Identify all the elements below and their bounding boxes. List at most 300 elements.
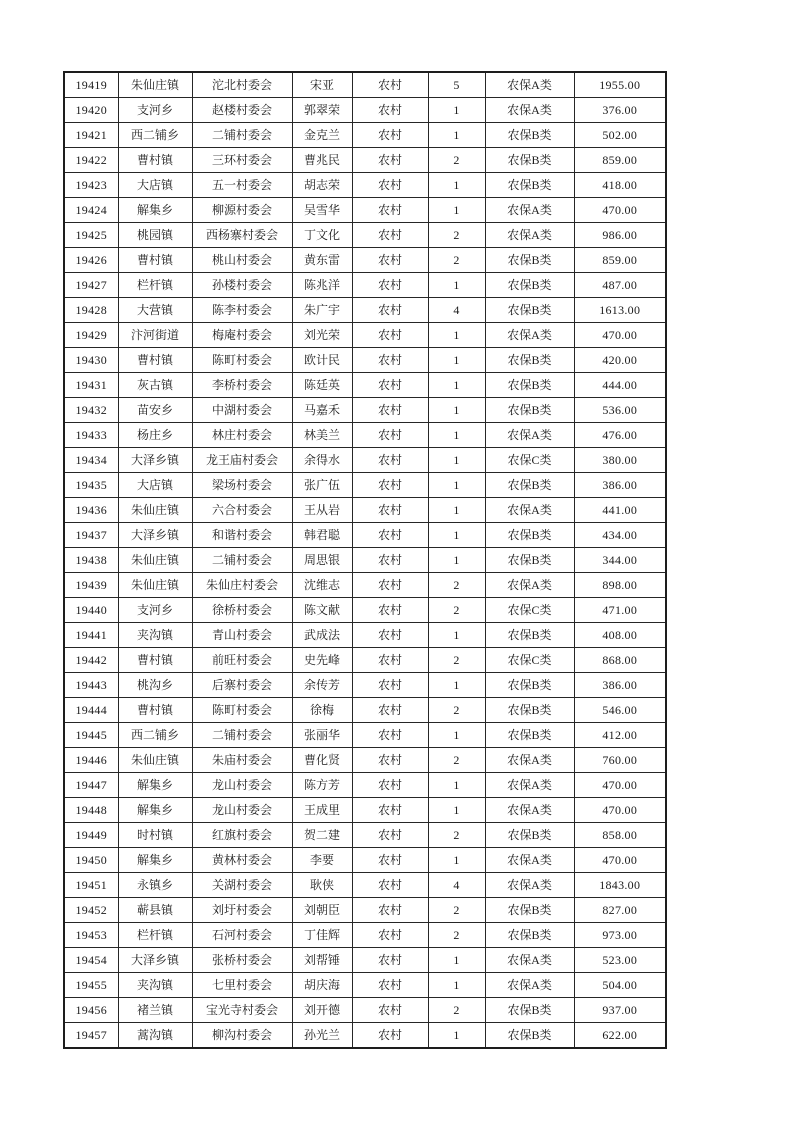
cell-town: 苗安乡	[118, 398, 192, 423]
cell-insurance_category: 农保B类	[485, 698, 574, 723]
cell-insurance_category: 农保B类	[485, 348, 574, 373]
cell-town: 杨庄乡	[118, 423, 192, 448]
table-row	[64, 72, 666, 98]
cell-insurance_category: 农保B类	[485, 148, 574, 173]
cell-village_committee: 朱仙庄村委会	[192, 573, 292, 598]
cell-insurance_category: 农保B类	[485, 298, 574, 323]
cell-village_committee: 赵楼村委会	[192, 98, 292, 123]
table-row	[64, 173, 666, 198]
cell-person_count: 2	[428, 748, 485, 773]
cell-household_type: 农村	[352, 523, 428, 548]
cell-person_count: 2	[428, 223, 485, 248]
table-row	[64, 573, 666, 598]
cell-household_type: 农村	[352, 448, 428, 473]
cell-household_type: 农村	[352, 573, 428, 598]
cell-record_no: 19436	[64, 498, 118, 523]
cell-person_count: 1	[428, 98, 485, 123]
cell-person_count: 1	[428, 173, 485, 198]
cell-amount: 937.00	[574, 998, 666, 1023]
cell-insurance_category: 农保A类	[485, 198, 574, 223]
cell-household_type: 农村	[352, 848, 428, 873]
cell-village_committee: 梁场村委会	[192, 473, 292, 498]
cell-household_type: 农村	[352, 498, 428, 523]
cell-insurance_category: 农保B类	[485, 548, 574, 573]
cell-person_name: 刘开德	[292, 998, 352, 1023]
cell-record_no: 19443	[64, 673, 118, 698]
cell-village_committee: 黄林村委会	[192, 848, 292, 873]
cell-person_name: 吴雪华	[292, 198, 352, 223]
cell-insurance_category: 农保B类	[485, 473, 574, 498]
cell-person_count: 2	[428, 698, 485, 723]
cell-town: 夹沟镇	[118, 623, 192, 648]
table-row	[64, 998, 666, 1023]
cell-town: 曹村镇	[118, 348, 192, 373]
cell-household_type: 农村	[352, 623, 428, 648]
cell-insurance_category: 农保A类	[485, 498, 574, 523]
cell-town: 支河乡	[118, 598, 192, 623]
cell-village_committee: 沱北村委会	[192, 72, 292, 98]
table-row	[64, 823, 666, 848]
cell-person_name: 余得水	[292, 448, 352, 473]
cell-town: 大店镇	[118, 473, 192, 498]
cell-insurance_category: 农保B类	[485, 898, 574, 923]
table-row	[64, 723, 666, 748]
cell-town: 栏杆镇	[118, 923, 192, 948]
cell-insurance_category: 农保B类	[485, 923, 574, 948]
table-row	[64, 348, 666, 373]
cell-amount: 1955.00	[574, 72, 666, 98]
cell-amount: 470.00	[574, 323, 666, 348]
cell-insurance_category: 农保B类	[485, 998, 574, 1023]
cell-record_no: 19419	[64, 72, 118, 98]
cell-amount: 487.00	[574, 273, 666, 298]
cell-person_count: 5	[428, 72, 485, 98]
cell-household_type: 农村	[352, 123, 428, 148]
cell-household_type: 农村	[352, 873, 428, 898]
cell-record_no: 19421	[64, 123, 118, 148]
cell-person_name: 刘光荣	[292, 323, 352, 348]
cell-town: 桃沟乡	[118, 673, 192, 698]
cell-village_committee: 三环村委会	[192, 148, 292, 173]
table-row	[64, 273, 666, 298]
cell-person_name: 王从岩	[292, 498, 352, 523]
cell-record_no: 19441	[64, 623, 118, 648]
cell-person_name: 黄东雷	[292, 248, 352, 273]
cell-insurance_category: 农保B类	[485, 823, 574, 848]
cell-village_committee: 关湖村委会	[192, 873, 292, 898]
table-row	[64, 523, 666, 548]
cell-town: 西二铺乡	[118, 123, 192, 148]
table-row	[64, 198, 666, 223]
cell-person_count: 2	[428, 598, 485, 623]
table-row	[64, 898, 666, 923]
cell-person_count: 1	[428, 848, 485, 873]
cell-amount: 412.00	[574, 723, 666, 748]
cell-person_count: 1	[428, 348, 485, 373]
cell-person_count: 1	[428, 548, 485, 573]
cell-town: 大泽乡镇	[118, 948, 192, 973]
cell-amount: 536.00	[574, 398, 666, 423]
cell-person_name: 沈维志	[292, 573, 352, 598]
cell-insurance_category: 农保C类	[485, 648, 574, 673]
cell-village_committee: 七里村委会	[192, 973, 292, 998]
cell-amount: 386.00	[574, 473, 666, 498]
cell-person_name: 朱广宇	[292, 298, 352, 323]
cell-amount: 376.00	[574, 98, 666, 123]
cell-household_type: 农村	[352, 648, 428, 673]
cell-household_type: 农村	[352, 298, 428, 323]
table-row	[64, 673, 666, 698]
cell-town: 朱仙庄镇	[118, 498, 192, 523]
table-row	[64, 1023, 666, 1049]
cell-household_type: 农村	[352, 998, 428, 1023]
cell-record_no: 19456	[64, 998, 118, 1023]
cell-person_count: 4	[428, 298, 485, 323]
cell-record_no: 19451	[64, 873, 118, 898]
cell-household_type: 农村	[352, 823, 428, 848]
table-row	[64, 698, 666, 723]
cell-insurance_category: 农保B类	[485, 173, 574, 198]
table-row	[64, 873, 666, 898]
table-row	[64, 548, 666, 573]
cell-village_committee: 石河村委会	[192, 923, 292, 948]
cell-household_type: 农村	[352, 698, 428, 723]
cell-household_type: 农村	[352, 248, 428, 273]
cell-town: 解集乡	[118, 848, 192, 873]
table-row	[64, 798, 666, 823]
cell-record_no: 19449	[64, 823, 118, 848]
table-row	[64, 148, 666, 173]
cell-person_name: 武成法	[292, 623, 352, 648]
cell-insurance_category: 农保A类	[485, 72, 574, 98]
cell-household_type: 农村	[352, 72, 428, 98]
table-row	[64, 848, 666, 873]
cell-insurance_category: 农保C类	[485, 598, 574, 623]
cell-person_name: 刘帮锤	[292, 948, 352, 973]
cell-record_no: 19457	[64, 1023, 118, 1049]
cell-amount: 827.00	[574, 898, 666, 923]
cell-amount: 470.00	[574, 198, 666, 223]
cell-household_type: 农村	[352, 473, 428, 498]
cell-town: 栏杆镇	[118, 273, 192, 298]
cell-person_name: 史先峰	[292, 648, 352, 673]
cell-household_type: 农村	[352, 1023, 428, 1049]
cell-record_no: 19445	[64, 723, 118, 748]
cell-household_type: 农村	[352, 948, 428, 973]
cell-record_no: 19453	[64, 923, 118, 948]
cell-household_type: 农村	[352, 923, 428, 948]
cell-village_committee: 孙楼村委会	[192, 273, 292, 298]
cell-person_name: 丁文化	[292, 223, 352, 248]
cell-insurance_category: 农保B类	[485, 398, 574, 423]
cell-record_no: 19429	[64, 323, 118, 348]
cell-person_count: 4	[428, 873, 485, 898]
cell-insurance_category: 农保B类	[485, 1023, 574, 1049]
cell-person_count: 1	[428, 123, 485, 148]
cell-amount: 418.00	[574, 173, 666, 198]
cell-insurance_category: 农保B类	[485, 673, 574, 698]
cell-insurance_category: 农保B类	[485, 623, 574, 648]
cell-village_committee: 刘圩村委会	[192, 898, 292, 923]
cell-amount: 986.00	[574, 223, 666, 248]
cell-town: 时村镇	[118, 823, 192, 848]
cell-household_type: 农村	[352, 423, 428, 448]
cell-amount: 470.00	[574, 848, 666, 873]
cell-household_type: 农村	[352, 898, 428, 923]
cell-town: 朱仙庄镇	[118, 72, 192, 98]
cell-village_committee: 梅庵村委会	[192, 323, 292, 348]
cell-insurance_category: 农保A类	[485, 323, 574, 348]
cell-village_committee: 中湖村委会	[192, 398, 292, 423]
cell-person_count: 2	[428, 998, 485, 1023]
cell-village_committee: 柳沟村委会	[192, 1023, 292, 1049]
cell-amount: 471.00	[574, 598, 666, 623]
table-row	[64, 973, 666, 998]
cell-person_count: 2	[428, 898, 485, 923]
cell-insurance_category: 农保B类	[485, 273, 574, 298]
cell-record_no: 19440	[64, 598, 118, 623]
cell-insurance_category: 农保B类	[485, 723, 574, 748]
cell-town: 朱仙庄镇	[118, 573, 192, 598]
cell-person_name: 刘朝臣	[292, 898, 352, 923]
cell-village_committee: 李桥村委会	[192, 373, 292, 398]
cell-record_no: 19420	[64, 98, 118, 123]
cell-town: 朱仙庄镇	[118, 548, 192, 573]
cell-person_name: 张丽华	[292, 723, 352, 748]
cell-person_count: 2	[428, 148, 485, 173]
cell-person_name: 徐梅	[292, 698, 352, 723]
table-row	[64, 298, 666, 323]
cell-amount: 470.00	[574, 773, 666, 798]
cell-person_name: 陈文献	[292, 598, 352, 623]
cell-village_committee: 张桥村委会	[192, 948, 292, 973]
cell-record_no: 19423	[64, 173, 118, 198]
table-row	[64, 323, 666, 348]
cell-person_count: 1	[428, 623, 485, 648]
cell-person_count: 1	[428, 723, 485, 748]
cell-person_name: 曹兆民	[292, 148, 352, 173]
cell-person_count: 1	[428, 398, 485, 423]
cell-person_count: 2	[428, 648, 485, 673]
cell-town: 曹村镇	[118, 248, 192, 273]
cell-amount: 622.00	[574, 1023, 666, 1049]
cell-village_committee: 柳源村委会	[192, 198, 292, 223]
cell-household_type: 农村	[352, 748, 428, 773]
cell-town: 大泽乡镇	[118, 523, 192, 548]
cell-insurance_category: 农保A类	[485, 573, 574, 598]
cell-household_type: 农村	[352, 173, 428, 198]
cell-amount: 380.00	[574, 448, 666, 473]
table-row	[64, 923, 666, 948]
cell-amount: 1843.00	[574, 873, 666, 898]
cell-household_type: 农村	[352, 548, 428, 573]
cell-amount: 523.00	[574, 948, 666, 973]
cell-insurance_category: 农保A类	[485, 798, 574, 823]
cell-amount: 408.00	[574, 623, 666, 648]
cell-amount: 898.00	[574, 573, 666, 598]
cell-person_name: 马嘉禾	[292, 398, 352, 423]
cell-town: 褚兰镇	[118, 998, 192, 1023]
cell-village_committee: 西杨寨村委会	[192, 223, 292, 248]
cell-person_name: 孙光兰	[292, 1023, 352, 1049]
cell-person_name: 宋亚	[292, 72, 352, 98]
cell-insurance_category: 农保A类	[485, 748, 574, 773]
cell-amount: 546.00	[574, 698, 666, 723]
cell-person_count: 2	[428, 923, 485, 948]
cell-record_no: 19427	[64, 273, 118, 298]
cell-amount: 760.00	[574, 748, 666, 773]
cell-record_no: 19422	[64, 148, 118, 173]
cell-person_name: 曹化贤	[292, 748, 352, 773]
cell-town: 曹村镇	[118, 148, 192, 173]
cell-amount: 859.00	[574, 148, 666, 173]
cell-amount: 973.00	[574, 923, 666, 948]
insurance-roster-table	[63, 71, 667, 1049]
cell-amount: 441.00	[574, 498, 666, 523]
cell-person_count: 2	[428, 248, 485, 273]
cell-person_name: 胡志荣	[292, 173, 352, 198]
cell-person_count: 1	[428, 498, 485, 523]
table-body	[64, 72, 666, 1048]
cell-village_committee: 青山村委会	[192, 623, 292, 648]
cell-record_no: 19452	[64, 898, 118, 923]
cell-village_committee: 后寨村委会	[192, 673, 292, 698]
cell-person_name: 韩君聪	[292, 523, 352, 548]
cell-person_count: 2	[428, 823, 485, 848]
cell-household_type: 农村	[352, 373, 428, 398]
cell-household_type: 农村	[352, 773, 428, 798]
table-row	[64, 498, 666, 523]
cell-town: 夹沟镇	[118, 973, 192, 998]
cell-person_count: 2	[428, 573, 485, 598]
cell-amount: 504.00	[574, 973, 666, 998]
cell-insurance_category: 农保A类	[485, 948, 574, 973]
table-row	[64, 598, 666, 623]
cell-town: 大店镇	[118, 173, 192, 198]
cell-insurance_category: 农保A类	[485, 848, 574, 873]
cell-record_no: 19438	[64, 548, 118, 573]
cell-household_type: 农村	[352, 398, 428, 423]
cell-person_name: 林美兰	[292, 423, 352, 448]
cell-household_type: 农村	[352, 723, 428, 748]
cell-town: 灰古镇	[118, 373, 192, 398]
cell-town: 解集乡	[118, 198, 192, 223]
cell-insurance_category: 农保B类	[485, 523, 574, 548]
cell-town: 大营镇	[118, 298, 192, 323]
cell-person_name: 丁佳辉	[292, 923, 352, 948]
table-row	[64, 948, 666, 973]
cell-record_no: 19425	[64, 223, 118, 248]
cell-person_count: 1	[428, 473, 485, 498]
cell-town: 西二铺乡	[118, 723, 192, 748]
cell-amount: 420.00	[574, 348, 666, 373]
cell-amount: 386.00	[574, 673, 666, 698]
cell-amount: 1613.00	[574, 298, 666, 323]
cell-person_name: 张广伍	[292, 473, 352, 498]
cell-amount: 444.00	[574, 373, 666, 398]
cell-record_no: 19433	[64, 423, 118, 448]
table-row	[64, 373, 666, 398]
cell-amount: 344.00	[574, 548, 666, 573]
cell-person_count: 1	[428, 198, 485, 223]
cell-household_type: 农村	[352, 798, 428, 823]
cell-insurance_category: 农保B类	[485, 123, 574, 148]
cell-village_committee: 林庄村委会	[192, 423, 292, 448]
cell-record_no: 19424	[64, 198, 118, 223]
cell-amount: 858.00	[574, 823, 666, 848]
cell-household_type: 农村	[352, 148, 428, 173]
cell-person_count: 1	[428, 948, 485, 973]
cell-village_committee: 二铺村委会	[192, 723, 292, 748]
cell-person_count: 1	[428, 273, 485, 298]
cell-household_type: 农村	[352, 198, 428, 223]
cell-insurance_category: 农保A类	[485, 773, 574, 798]
cell-town: 解集乡	[118, 773, 192, 798]
cell-town: 桃园镇	[118, 223, 192, 248]
cell-person_count: 1	[428, 973, 485, 998]
cell-record_no: 19428	[64, 298, 118, 323]
table-row	[64, 423, 666, 448]
cell-amount: 470.00	[574, 798, 666, 823]
cell-household_type: 农村	[352, 323, 428, 348]
cell-village_committee: 朱庙村委会	[192, 748, 292, 773]
cell-amount: 859.00	[574, 248, 666, 273]
cell-person_count: 1	[428, 1023, 485, 1049]
cell-person_count: 1	[428, 373, 485, 398]
cell-person_count: 1	[428, 423, 485, 448]
cell-town: 曹村镇	[118, 698, 192, 723]
cell-record_no: 19455	[64, 973, 118, 998]
cell-amount: 476.00	[574, 423, 666, 448]
table-row	[64, 648, 666, 673]
table-row	[64, 398, 666, 423]
cell-town: 支河乡	[118, 98, 192, 123]
cell-amount: 434.00	[574, 523, 666, 548]
cell-record_no: 19450	[64, 848, 118, 873]
cell-person_name: 胡庆海	[292, 973, 352, 998]
cell-village_committee: 桃山村委会	[192, 248, 292, 273]
cell-village_committee: 六合村委会	[192, 498, 292, 523]
cell-village_committee: 五一村委会	[192, 173, 292, 198]
cell-record_no: 19444	[64, 698, 118, 723]
cell-village_committee: 陈町村委会	[192, 698, 292, 723]
cell-insurance_category: 农保A类	[485, 98, 574, 123]
cell-village_committee: 徐桥村委会	[192, 598, 292, 623]
cell-household_type: 农村	[352, 673, 428, 698]
cell-record_no: 19454	[64, 948, 118, 973]
cell-household_type: 农村	[352, 223, 428, 248]
cell-person_name: 王成里	[292, 798, 352, 823]
cell-town: 蕲县镇	[118, 898, 192, 923]
cell-insurance_category: 农保A类	[485, 223, 574, 248]
cell-amount: 502.00	[574, 123, 666, 148]
cell-person_name: 余传芳	[292, 673, 352, 698]
cell-village_committee: 二铺村委会	[192, 123, 292, 148]
cell-person_count: 1	[428, 798, 485, 823]
cell-person_name: 陈方芳	[292, 773, 352, 798]
cell-insurance_category: 农保B类	[485, 248, 574, 273]
cell-record_no: 19426	[64, 248, 118, 273]
cell-person_name: 李要	[292, 848, 352, 873]
cell-amount: 868.00	[574, 648, 666, 673]
table-row	[64, 773, 666, 798]
table-row	[64, 473, 666, 498]
cell-household_type: 农村	[352, 348, 428, 373]
cell-record_no: 19447	[64, 773, 118, 798]
cell-town: 蒿沟镇	[118, 1023, 192, 1049]
cell-household_type: 农村	[352, 273, 428, 298]
table-row	[64, 123, 666, 148]
